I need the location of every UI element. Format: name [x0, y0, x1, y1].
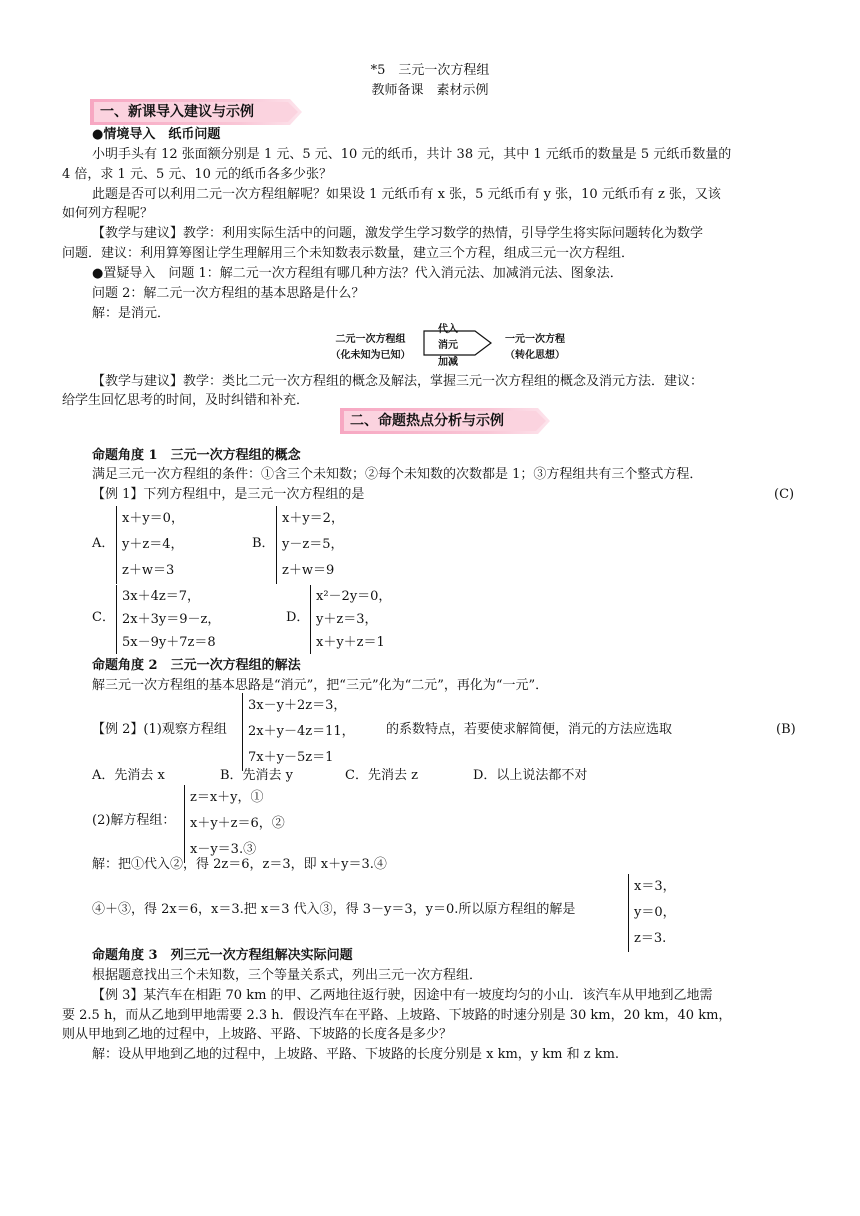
paragraph: 4 倍，求 1 元、5 元、10 元的纸币各多少张？ [62, 167, 333, 182]
paragraph: 此题是否可以利用二元一次方程组解呢？如果设 1 元纸币有 x 张，5 元纸币有 y 张，10 元纸币有 z 张，又该 [92, 187, 721, 202]
example-1-question: 【例 1】下列方程组中，是三元一次方程组的是 [92, 487, 365, 502]
example-2-option-a: A．先消去 x [92, 768, 165, 783]
equation: 3x＋4z＝7， [122, 589, 200, 604]
example-2-system-2 [184, 785, 285, 863]
page-title: *5 三元一次方程组 [370, 63, 490, 78]
option-b-system [276, 506, 344, 584]
example-2-answer: (B) [776, 722, 796, 737]
teaching-suggestion: 【教学与建议】教学：类比二元一次方程组的概念及解法，掌握三元一次方程组的概念及消元方法．建议： [92, 374, 704, 389]
diagram-substitute: 代入 [438, 324, 458, 335]
section-banner-2: 二、命题热点分析与示例 [340, 408, 550, 434]
equation: 7x＋y－5z＝1 [248, 750, 334, 765]
option-c-label: C． [92, 610, 115, 625]
equation: x－y＝3.③ [190, 842, 257, 857]
solution-system [628, 874, 676, 952]
solution-line-2: ④＋③，得 2x＝6，x＝3.把 x＝3 代入③，得 3－y＝3，y＝0.所以原方程组的解是 [92, 902, 576, 917]
equation: x²－2y＝0， [316, 589, 392, 604]
section-banner-1: 一、新课导入建议与示例 [90, 99, 302, 125]
angle-1-title: 命题角度 1 三元一次方程组的概念 [92, 448, 301, 463]
option-c-system [116, 585, 220, 654]
teaching-suggestion: 问题．建议：利用算筹图让学生理解用三个未知数表示数量，建立三个方程，组成三元一次方程组． [62, 246, 635, 261]
example-2-option-d: D．以上说法都不对 [473, 768, 588, 783]
diagram-right-label: 一元一次方程 [505, 334, 565, 345]
doubt-intro: ●置疑导入 问题 1：解二元一次方程组有哪几种方法？代入消元法、加减消元法、图象法． [92, 266, 623, 281]
option-a-system [116, 506, 184, 584]
paragraph: 解三元一次方程组的基本思路是“消元”，把“三元”化为“二元”，再化为“一元”． [92, 678, 549, 693]
diagram-left-label: 二元一次方程组 [335, 334, 406, 345]
equation: y＝0， [634, 905, 676, 920]
example-2-question-cont: 的系数特点，若要使求解简便，消元的方法应选取 [386, 722, 673, 737]
example-3-question: 要 2.5 h，而从乙地到甲地需要 2.3 h．假设汽车在平路、上坡路、下坡路的时速分别是 30 km，20 km，40 km， [62, 1008, 732, 1023]
elimination-diagram [318, 322, 580, 368]
example-2-system [242, 693, 355, 771]
example-1-answer: (C) [774, 487, 795, 502]
example-2-option-c: C．先消去 z [345, 768, 418, 783]
equation: z＋w＝9 [282, 563, 335, 578]
paragraph: 小明手头有 12 张面额分别是 1 元、5 元、10 元的纸币，共计 38 元，其中 1 元纸币的数量是 5 元纸币数量的 [92, 147, 732, 162]
diagram-add-subtract: 加减 [438, 357, 458, 368]
paragraph: 满足三元一次方程组的条件：①含三个未知数；②每个未知数的次数都是 1；③方程组共有三个整式方程． [92, 467, 703, 482]
equation: y－z＝5， [282, 537, 344, 552]
equation: x＝3， [634, 879, 676, 894]
equation: 5x－9y＋7z＝8 [122, 635, 216, 650]
equation: z＋w＝3 [122, 563, 175, 578]
equation: z＝x＋y，① [190, 790, 264, 805]
paragraph: 解：是消元． [92, 306, 171, 321]
equation: z＝3. [634, 931, 667, 946]
example-3-question: 【例 3】某汽车在相距 70 km 的甲、乙两地往返行驶，因途中有一坡度均匀的小山．该汽车从甲地到乙地需 [92, 988, 713, 1003]
equation: x＋y＝2， [282, 511, 344, 526]
example-2-option-b: B．先消去 y [220, 768, 294, 783]
equation: y＋z＝3， [316, 612, 378, 627]
example-2-part-2: (2)解方程组： [92, 813, 176, 828]
option-a-label: A． [92, 536, 115, 551]
angle-2-title: 命题角度 2 三元一次方程组的解法 [92, 658, 301, 673]
situation-intro: ●情境导入 纸币问题 [92, 127, 221, 142]
option-d-system [310, 585, 391, 654]
teaching-suggestion: 给学生回忆思考的时间，及时纠错和补充． [62, 393, 310, 408]
diagram-left-note: （化未知为已知） [330, 350, 411, 361]
equation: x＋y＝0， [122, 511, 184, 526]
example-3-solution: 解：设从甲地到乙地的过程中，上坡路、平路、下坡路的长度分别是 x km，y km 和 z km. [92, 1047, 620, 1062]
example-2-question: 【例 2】(1)观察方程组 [92, 722, 227, 737]
paragraph: 如何列方程呢？ [62, 206, 154, 221]
example-3-question: 则从甲地到乙地的过程中，上坡路、平路、下坡路的长度各是多少？ [62, 1027, 453, 1042]
equation: x＋y＋z＝1 [316, 635, 385, 650]
equation: 2x＋3y＝9－z， [122, 612, 221, 627]
equation: 3x－y＋2z＝3， [248, 698, 347, 713]
page-subtitle: 教师备课 素材示例 [371, 83, 489, 98]
angle-3-title: 命题角度 3 列三元一次方程组解决实际问题 [92, 948, 353, 963]
option-b-label: B． [252, 536, 275, 551]
diagram-eliminate: 消元 [438, 340, 458, 351]
paragraph: 根据题意找出三个未知数，三个等量关系式，列出三元一次方程组． [92, 968, 483, 983]
teaching-suggestion: 【教学与建议】教学：利用实际生活中的问题，激发学生学习数学的热情，引导学生将实际问题转化为数学 [92, 226, 704, 241]
diagram-right-note: （转化思想） [505, 350, 565, 361]
equation: 2x＋y－4z＝11， [248, 724, 355, 739]
solution-line-1: 解：把①代入②，得 2z＝6，z＝3，即 x＋y＝3.④ [92, 857, 387, 872]
equation: x＋y＋z＝6，② [190, 816, 285, 831]
equation: y＋z＝4， [122, 537, 184, 552]
paragraph: 问题 2：解二元一次方程组的基本思路是什么？ [92, 286, 365, 301]
option-d-label: D． [286, 610, 310, 625]
